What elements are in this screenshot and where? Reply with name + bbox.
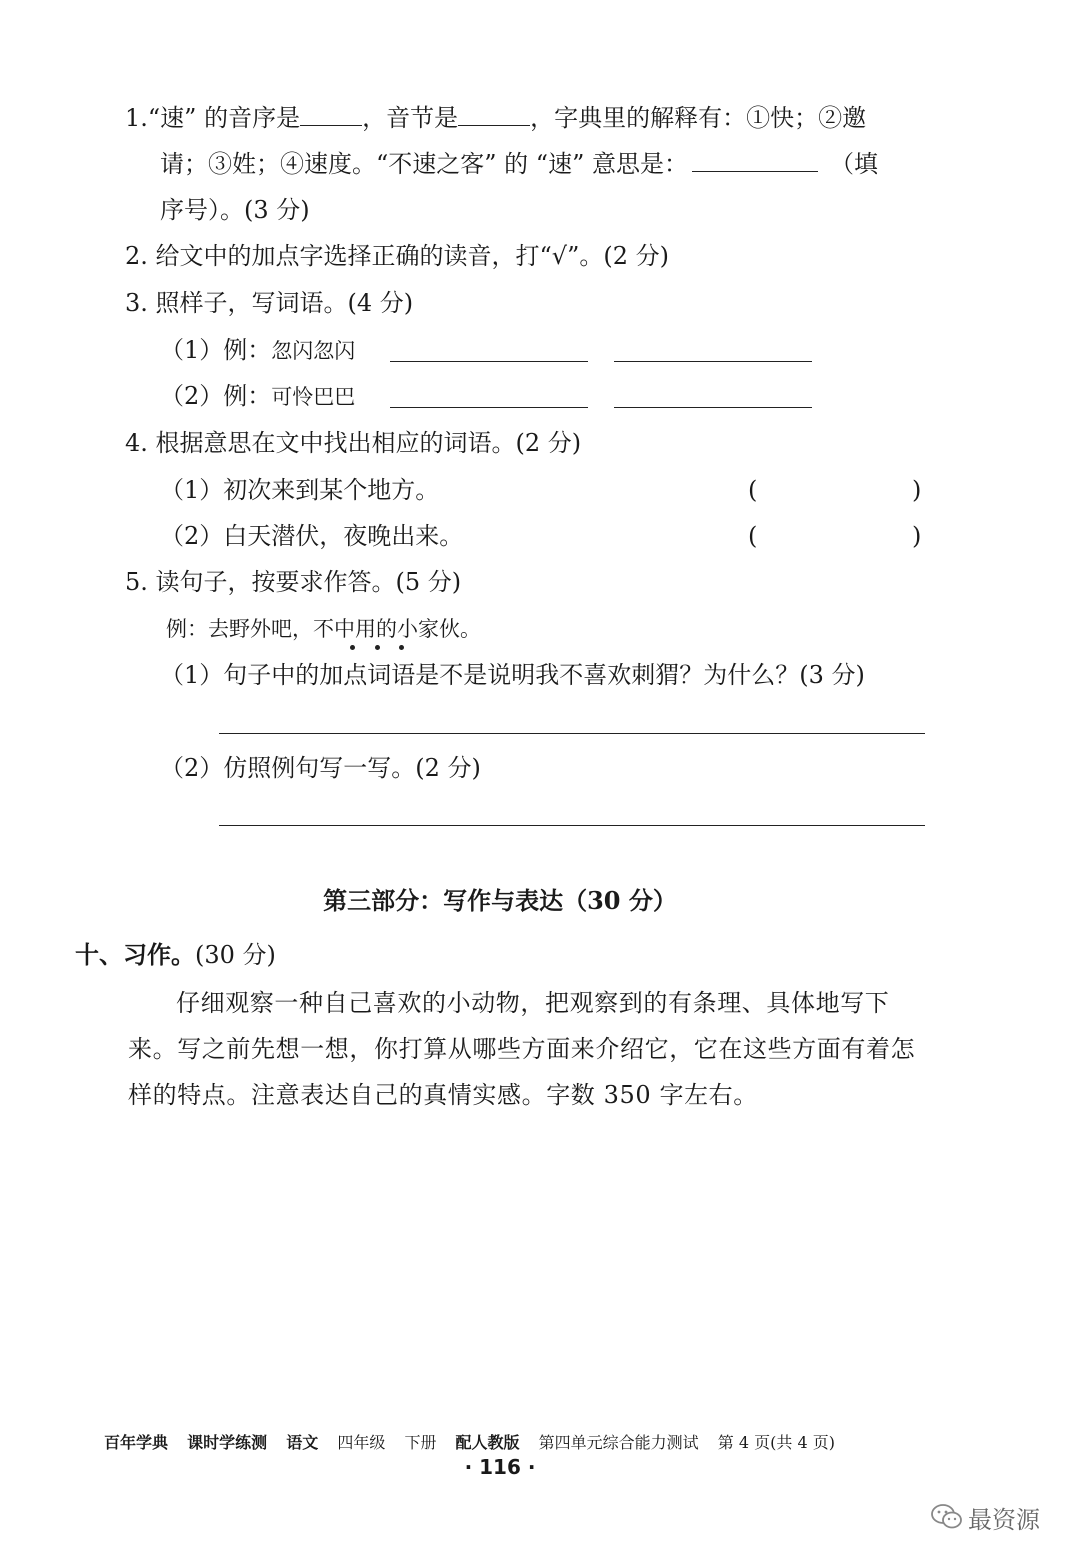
q3-item2-blank-2[interactable] (614, 407, 812, 408)
footer-grade: 四年级 (337, 1433, 386, 1452)
footer-series: 课时学练测 (187, 1433, 268, 1452)
q4-item2-paren-open: ( (748, 522, 758, 550)
footer-page-info: 第 4 页(共 4 页) (717, 1433, 835, 1452)
q1-line2: 请；③姓；④速度。“不速之客” 的 “速” 意思是： （填 (160, 150, 878, 178)
footer-edition: 配人教版 (455, 1433, 520, 1452)
q3-item1: （1）例：忽闪忽闪 (160, 336, 356, 364)
q3-item2-blank-1[interactable] (390, 407, 588, 408)
q5-title: 5. 读句子，按要求作答。(5 分) (125, 568, 462, 596)
q4-item1-answer-box[interactable] (770, 475, 910, 505)
q4-item1: （1）初次来到某个地方。 (160, 476, 440, 504)
q5-sub1: （1）句子中的加点词语是不是说明我不喜欢刺猬？为什么？(3 分) (160, 661, 865, 689)
q4-item2-paren-close: ) (912, 522, 922, 550)
q4-item1-paren-open: ( (748, 476, 758, 504)
q1-blank-yinxu[interactable] (300, 103, 362, 126)
q3-item1-blank-2[interactable] (614, 361, 812, 362)
emphasis-dot (350, 645, 355, 650)
footer-volume: 下册 (404, 1433, 437, 1452)
q3-title: 3. 照样子，写词语。(4 分) (125, 289, 414, 317)
q4-item2: （2）白天潜伏，夜晚出来。 (160, 522, 464, 550)
q5-sub2: （2）仿照例句写一写。(2 分) (160, 754, 481, 782)
q1-blank-meaning[interactable] (692, 149, 818, 172)
emphasis-dot (375, 645, 380, 650)
footer-subject: 语文 (286, 1433, 319, 1452)
q5-example-dotted-word: 不中用 (313, 617, 376, 641)
q2: 2. 给文中的加点字选择正确的读音，打“√”。(2 分) (125, 242, 669, 270)
q5-sub2-answer-line[interactable] (219, 825, 925, 826)
q1-blank-yinjie[interactable] (458, 103, 530, 126)
watermark-text: 最资源 (968, 1505, 1040, 1534)
q10-title: 十、习作。(30 分) (75, 940, 276, 969)
emphasis-dot (399, 645, 404, 650)
page-number: · 116 · (464, 1455, 536, 1479)
watermark (930, 1500, 1040, 1534)
q5-sub1-answer-line[interactable] (219, 733, 925, 734)
wechat-icon (930, 1502, 964, 1532)
q3-item1-blank-1[interactable] (390, 361, 588, 362)
q10-paragraph-line-2: 来。写之前先想一想，你打算从哪些方面来介绍它，它在这些方面有着怎 (128, 1035, 916, 1063)
q1-line3: 序号）。(3 分) (160, 196, 310, 224)
q10-paragraph-line-1: 仔细观察一种自己喜欢的小动物，把观察到的有条理、具体地写下 (176, 989, 890, 1017)
footer-brand: 百年学典 (104, 1433, 169, 1452)
q1-line1: 1.“速” 的音序是 ，音节是 ，字典里的解释有：①快；②邀 (125, 104, 867, 132)
q4-item1-paren-close: ) (912, 476, 922, 504)
q4-title: 4. 根据意思在文中找出相应的词语。(2 分) (125, 429, 582, 457)
q5-example: 例：去野外吧，不中用的小家伙。 (166, 617, 481, 641)
q3-item2: （2）例：可怜巴巴 (160, 382, 356, 410)
q4-item2-answer-box[interactable] (770, 521, 910, 551)
q10-paragraph-line-3: 样的特点。注意表达自己的真情实感。字数 350 字左右。 (128, 1081, 758, 1109)
footer-test-name: 第四单元综合能力测试 (538, 1433, 699, 1452)
footer (104, 1430, 835, 1453)
part3-heading: 第三部分：写作与表达（30 分） (323, 886, 677, 915)
